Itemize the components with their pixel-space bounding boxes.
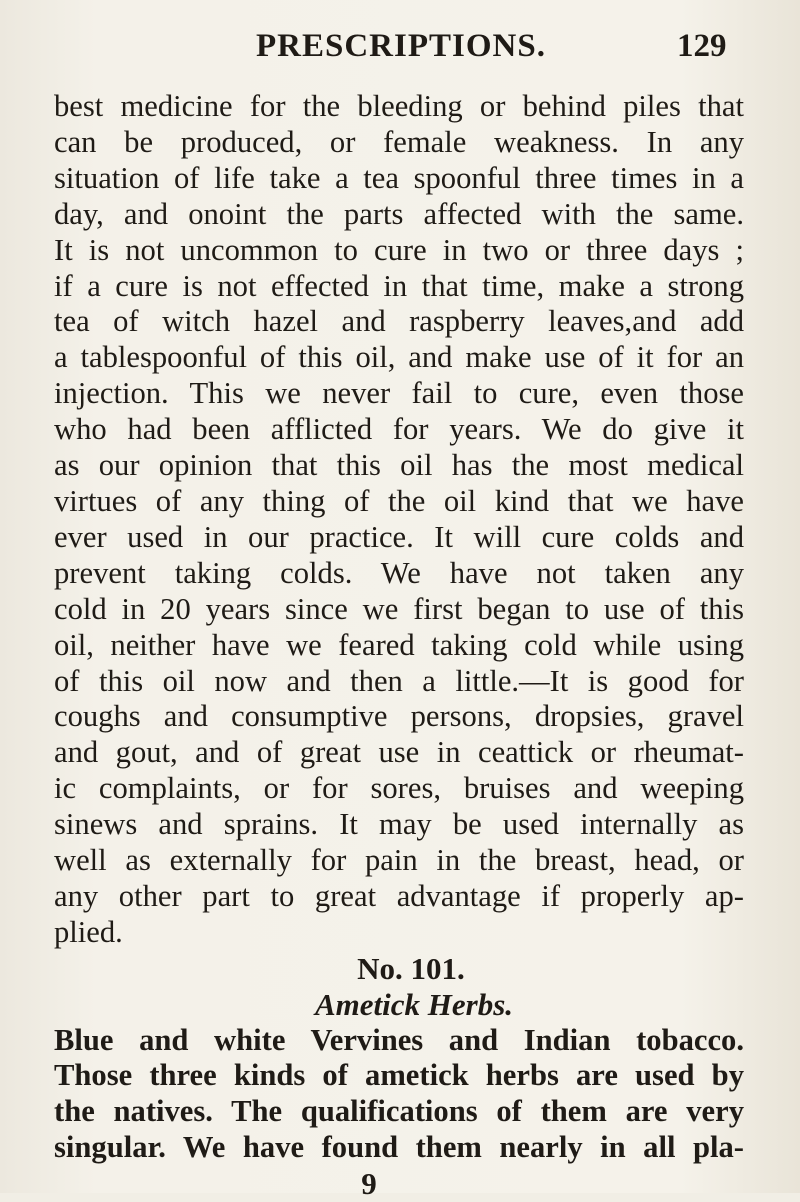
paragraph [54,89,744,951]
text-line: can be produced, or female weakness. In any [54,124,744,159]
text-line-last: plied. [54,914,123,949]
text-line: any other part to great advantage if properly ap- [54,878,744,913]
text-line: ever used in our practice. It will cure colds and [54,519,744,554]
text-line: best medicine for the bleeding or behind piles that [54,89,744,123]
signature-mark: 9 [361,1166,377,1202]
text-line: oil, neither have we feared taking cold while using [54,627,744,662]
text-line: who had been afflicted for years. We do give it [54,412,744,447]
text-line: injection. This we never fail to cure, even those [54,376,744,411]
text-line: ic complaints, or for sores, bruises and weeping [54,771,744,806]
body-text [54,89,744,1202]
text-line: of this oil now and then a little.—It is good for [54,663,744,698]
text-line: situation of life take a tea spoonful three times in a [54,160,744,195]
text-line: the natives. The qualifications of them are very [54,1094,744,1129]
text-line: cold in 20 years since we first began to use of this [54,591,744,626]
text-line: It is not uncommon to cure in two or three days ; [54,232,744,267]
text-line: a tablespoonful of this oil, and make use of it for an [54,340,744,375]
text-line: coughs and consumptive persons, dropsies, gravel [54,699,744,734]
page-number: 129 [677,28,727,64]
running-title: PRESCRIPTIONS. [256,28,546,64]
running-head [150,28,750,68]
text-line: day, and onoint the parts affected with the same. [54,196,744,231]
text-line: if a cure is not effected in that time, make a strong [54,268,744,303]
recipe-title: Ametick Herbs. [314,986,514,1022]
text-line: prevent taking colds. We have not taken any [54,555,744,590]
text-line: well as externally for pain in the breast, head, or [54,843,744,878]
text-line: sinews and sprains. It may be used internally as [54,807,744,842]
recipe-number: No. 101. [357,950,465,986]
text-line: virtues of any thing of the oil kind that we have [54,483,744,518]
text-line: Blue and white Vervines and Indian tobacco. [54,1022,744,1057]
text-line: singular. We have found them nearly in all pla- [54,1130,744,1165]
text-line: as our opinion that this oil has the most medical [54,448,744,483]
text-line: and gout, and of great use in ceattick or rheumat- [54,735,744,770]
recipe-paragraph [54,1023,744,1167]
text-line: Those three kinds of ametick herbs are used by [54,1058,744,1093]
text-line: tea of witch hazel and raspberry leaves,and add [54,304,744,339]
